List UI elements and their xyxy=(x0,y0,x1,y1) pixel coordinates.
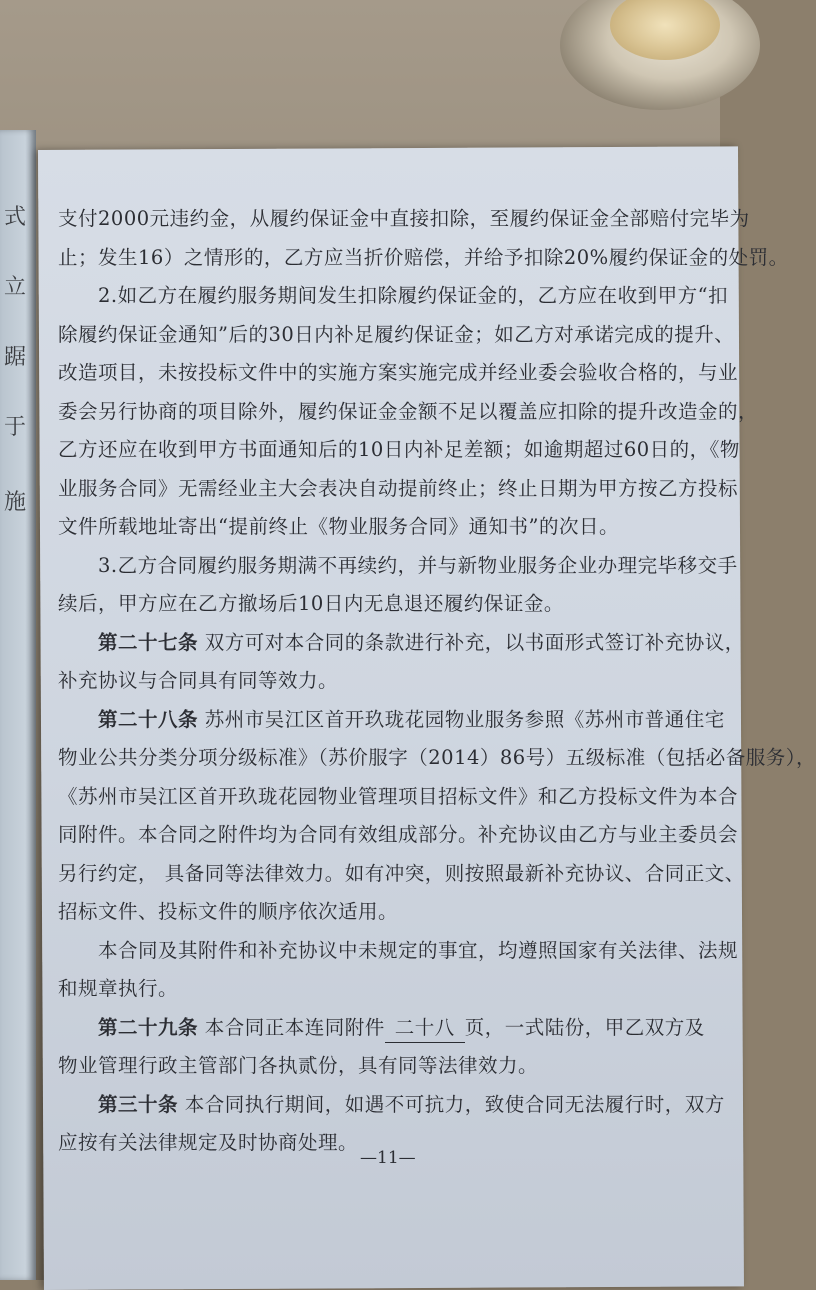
text-line xyxy=(58,393,759,432)
line-text: 苏州市吴江区首开玖珑花园物业服务参照《苏州市普通住宅 xyxy=(198,707,725,731)
text-line xyxy=(58,239,789,278)
line-text: 本合同及其附件和补充协议中未规定的事宜，均遵照国家有关法律、法规 xyxy=(98,938,739,962)
line-text: 物业管理行政主管部门各执贰份，具有同等法律效力。 xyxy=(58,1054,539,1077)
text-line xyxy=(58,316,735,355)
line-text: 2.如乙方在履约服务期间发生扣除履约保证金的，乙方应在收到甲方“扣 xyxy=(98,284,729,307)
line-text: 续后，甲方应在乙方撤场后10日内无息退还履约保证金。 xyxy=(58,592,564,615)
text-line xyxy=(58,932,739,971)
text-line xyxy=(58,816,739,855)
line-text: 委会另行协商的项目除外，履约保证金金额不足以覆盖应扣除的提升改造金的， xyxy=(58,399,759,423)
line-text: 除履约保证金通知”后的30日内补足履约保证金；如乙方对承诺完成的提升、 xyxy=(58,322,735,346)
text-line xyxy=(58,662,698,701)
text-line xyxy=(58,624,745,663)
article-heading: 第二十七条 xyxy=(98,630,199,654)
line-text: 和规章执行。 xyxy=(58,977,179,1000)
line-text: 同附件。本合同之附件均为合同有效组成部分。补充协议由乙方与业主委员会 xyxy=(58,823,739,846)
left-fragment: 踞 xyxy=(4,345,27,370)
line-text: 支付2000元违约金，从履约保证金中直接扣除，至履约保证金全部赔付完毕为 xyxy=(58,207,750,230)
text-line xyxy=(58,547,738,586)
line-text: 补充协议与合同具有同等效力。 xyxy=(58,669,339,692)
left-fragment: 于 xyxy=(4,415,27,440)
article-heading: 第三十条 xyxy=(98,1092,179,1116)
text-line xyxy=(58,431,740,470)
text-line xyxy=(58,970,698,1009)
line-text: 另行约定， 具备同等法律效力。如有冲突，则按照最新补充协议、合同正文、 xyxy=(58,861,745,885)
left-fragment: 式 xyxy=(4,205,27,230)
text-line xyxy=(58,1047,698,1086)
line-text: 应按有关法律规定及时协商处理。 xyxy=(58,1131,359,1154)
line-text: 文件所载地址寄出“提前终止《物业服务合同》通知书”的次日。 xyxy=(58,515,619,538)
article-heading: 第二十九条 xyxy=(98,1015,199,1039)
page-number: —11— xyxy=(360,1148,416,1168)
text-line xyxy=(58,855,745,894)
line-text: 乙方还应在收到甲方书面通知后的10日内补足差额；如逾期超过60日的，《物 xyxy=(58,438,740,461)
line-text: 《苏州市吴江区首开玖珑花园物业管理项目招标文件》和乙方投标文件为本合 xyxy=(58,784,739,808)
text-line xyxy=(58,701,725,740)
line-text: 改造项目，未按投标文件中的实施方案实施完成并经业委会验收合格的，与业 xyxy=(58,361,739,384)
text-line xyxy=(58,778,739,817)
line-text: 3.乙方合同履约服务期满不再续约，并与新物业服务企业办理完毕移交手 xyxy=(98,553,738,577)
text-line xyxy=(58,893,698,932)
line-text: 止；发生16）之情形的，乙方应当折价赔偿，并给予扣除20%履约保证金的处罚。 xyxy=(58,245,789,269)
left-fragment: 立 xyxy=(4,275,27,300)
text-line xyxy=(58,1086,725,1125)
left-page-edge xyxy=(0,130,36,1280)
text-line xyxy=(58,277,729,316)
text-line xyxy=(58,1009,705,1048)
line-text: 招标文件、投标文件的顺序依次适用。 xyxy=(58,900,399,923)
text-line xyxy=(58,739,816,778)
line-text: 本合同执行期间，如遇不可抗力，致使合同无法履行时，双方 xyxy=(178,1092,725,1116)
text-line xyxy=(58,200,750,239)
line-text: 本合同正本连同附件 xyxy=(198,1015,385,1039)
text-line xyxy=(58,354,739,393)
line-text: 双方可对本合同的条款进行补充，以书面形式签订补充协议， xyxy=(198,630,745,654)
line-text: 物业公共分类分项分级标准》（苏价服字（2014）86号）五级标准（包括必备服务）， xyxy=(58,746,816,769)
article-heading: 第二十八条 xyxy=(98,707,199,731)
contract-body-text xyxy=(58,200,816,1163)
text-line xyxy=(58,470,739,509)
line-text: 业服务合同》无需经业主大会表决自动提前终止；终止日期为甲方按乙方投标 xyxy=(58,476,739,500)
line-text: 页，一式陆份，甲乙双方及 xyxy=(464,1015,705,1039)
filled-blank: 二十八 xyxy=(385,1014,465,1043)
text-line xyxy=(58,585,698,624)
left-fragment: 施 xyxy=(4,490,27,515)
text-line xyxy=(58,508,698,547)
